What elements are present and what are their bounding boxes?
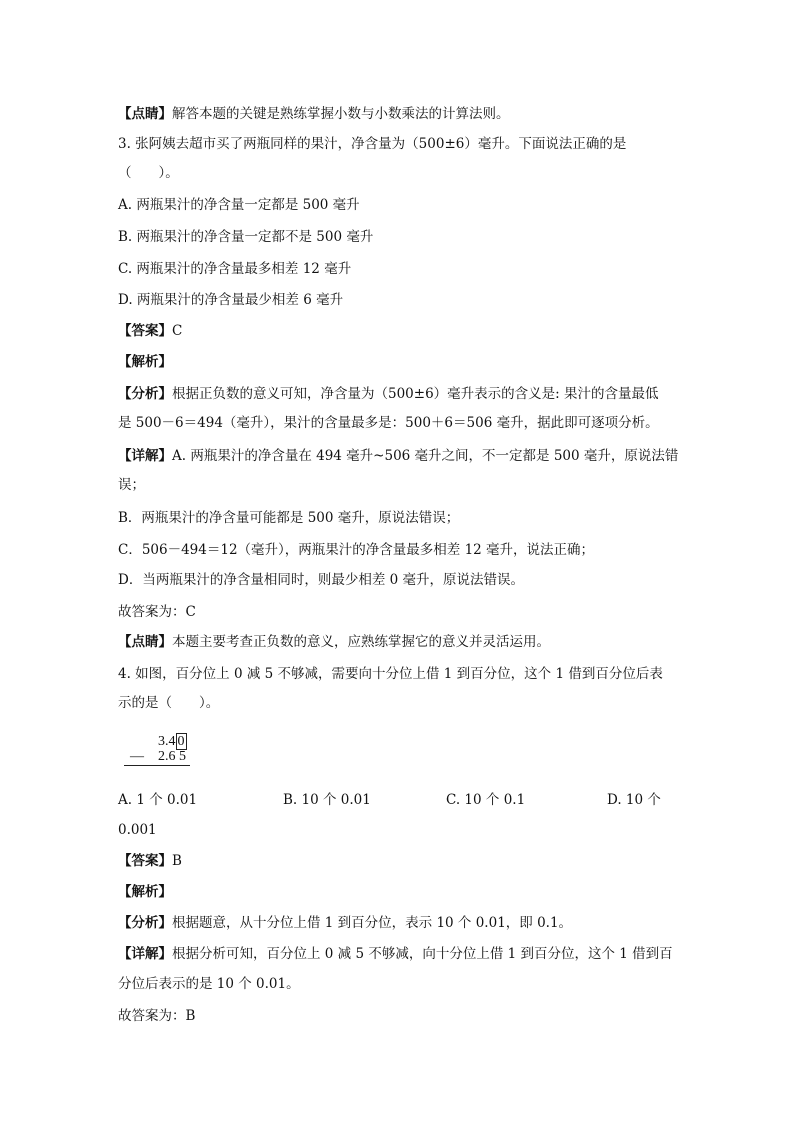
subtraction-rule <box>124 765 190 766</box>
analysis-3-cont: 是 500－6＝494（毫升），果汁的含量最多是：500＋6＝506 毫升，据此即可逐项分析。 <box>118 415 659 431</box>
question-4-option-d: D. 10 个 <box>607 792 661 808</box>
question-4-stem-cont: 示的是（ ）。 <box>118 695 220 711</box>
pointer-note-1: 【点睛】解答本题的关键是熟练掌握小数与小数乘法的计算法则。 <box>118 106 510 122</box>
boxed-digit: 0 <box>177 734 185 749</box>
detail-3-d: D．当两瓶果汁的净含量相同时，则最少相差 0 毫升，原说法错误。 <box>118 572 524 588</box>
question-4-option-b: B. 10 个 0.01 <box>283 792 371 808</box>
answer-4: 【答案】B <box>118 853 182 869</box>
subtraction-figure <box>124 733 196 773</box>
minuend: 3.4 0 <box>158 734 185 749</box>
analysis-heading-3: 【解析】 <box>118 354 172 370</box>
question-3-option-b: B. 两瓶果汁的净含量一定都不是 500 毫升 <box>118 229 374 245</box>
question-3-option-a: A. 两瓶果汁的净含量一定都是 500 毫升 <box>118 197 360 213</box>
question-3-stem: 3. 张阿姨去超市买了两瓶同样的果汁，净含量为（500±6）毫升。下面说法正确的是 <box>118 136 627 152</box>
detail-3-c: C．506－494＝12（毫升），两瓶果汁的净含量最多相差 12 毫升，说法正确； <box>118 542 595 558</box>
question-3-option-c: C. 两瓶果汁的净含量最多相差 12 毫升 <box>118 261 352 277</box>
final-answer-3: 故答案为：C <box>118 604 196 620</box>
pointer-note-2: 【点睛】本题主要考查正负数的意义，应熟练掌握它的意义并灵活运用。 <box>118 634 550 650</box>
minus-sign: — <box>130 749 144 764</box>
detail-4-cont: 分位后表示的是 10 个 0.01。 <box>118 976 300 992</box>
detail-3: 【详解】A. 两瓶果汁的净含量在 494 毫升~506 毫升之间，不一定都是 500 毫升，原说法错 <box>118 448 679 464</box>
question-3-option-d: D. 两瓶果汁的净含量最少相差 6 毫升 <box>118 292 344 308</box>
question-4-option-c: C. 10 个 0.1 <box>446 792 526 808</box>
detail-3-b: B．两瓶果汁的净含量可能都是 500 毫升，原说法错误； <box>118 510 460 526</box>
question-4-option-a: A. 1 个 0.01 <box>118 792 198 808</box>
question-3-stem-cont: （ ）。 <box>118 165 179 181</box>
question-4-stem: 4. 如图，百分位上 0 减 5 不够减，需要向十分位上借 1 到百分位，这个 1 借到百分位后表 <box>118 666 663 682</box>
answer-3: 【答案】C <box>118 323 183 339</box>
detail-3-cont: 误； <box>118 477 145 493</box>
question-4-option-d-cont: 0.001 <box>118 822 157 838</box>
subtrahend: 2.6 5 <box>158 749 186 764</box>
detail-4: 【详解】根据分析可知，百分位上 0 减 5 不够减，向十分位上借 1 到百分位，这个 1 借到百 <box>118 946 673 962</box>
analysis-heading-4: 【解析】 <box>118 884 172 900</box>
final-answer-4: 故答案为：B <box>118 1008 196 1024</box>
analysis-4: 【分析】根据题意，从十分位上借 1 到百分位，表示 10 个 0.01，即 0.1。 <box>118 915 573 931</box>
analysis-3: 【分析】根据正负数的意义可知，净含量为（500±6）毫升表示的含义是: 果汁的含量最低 <box>118 386 659 402</box>
